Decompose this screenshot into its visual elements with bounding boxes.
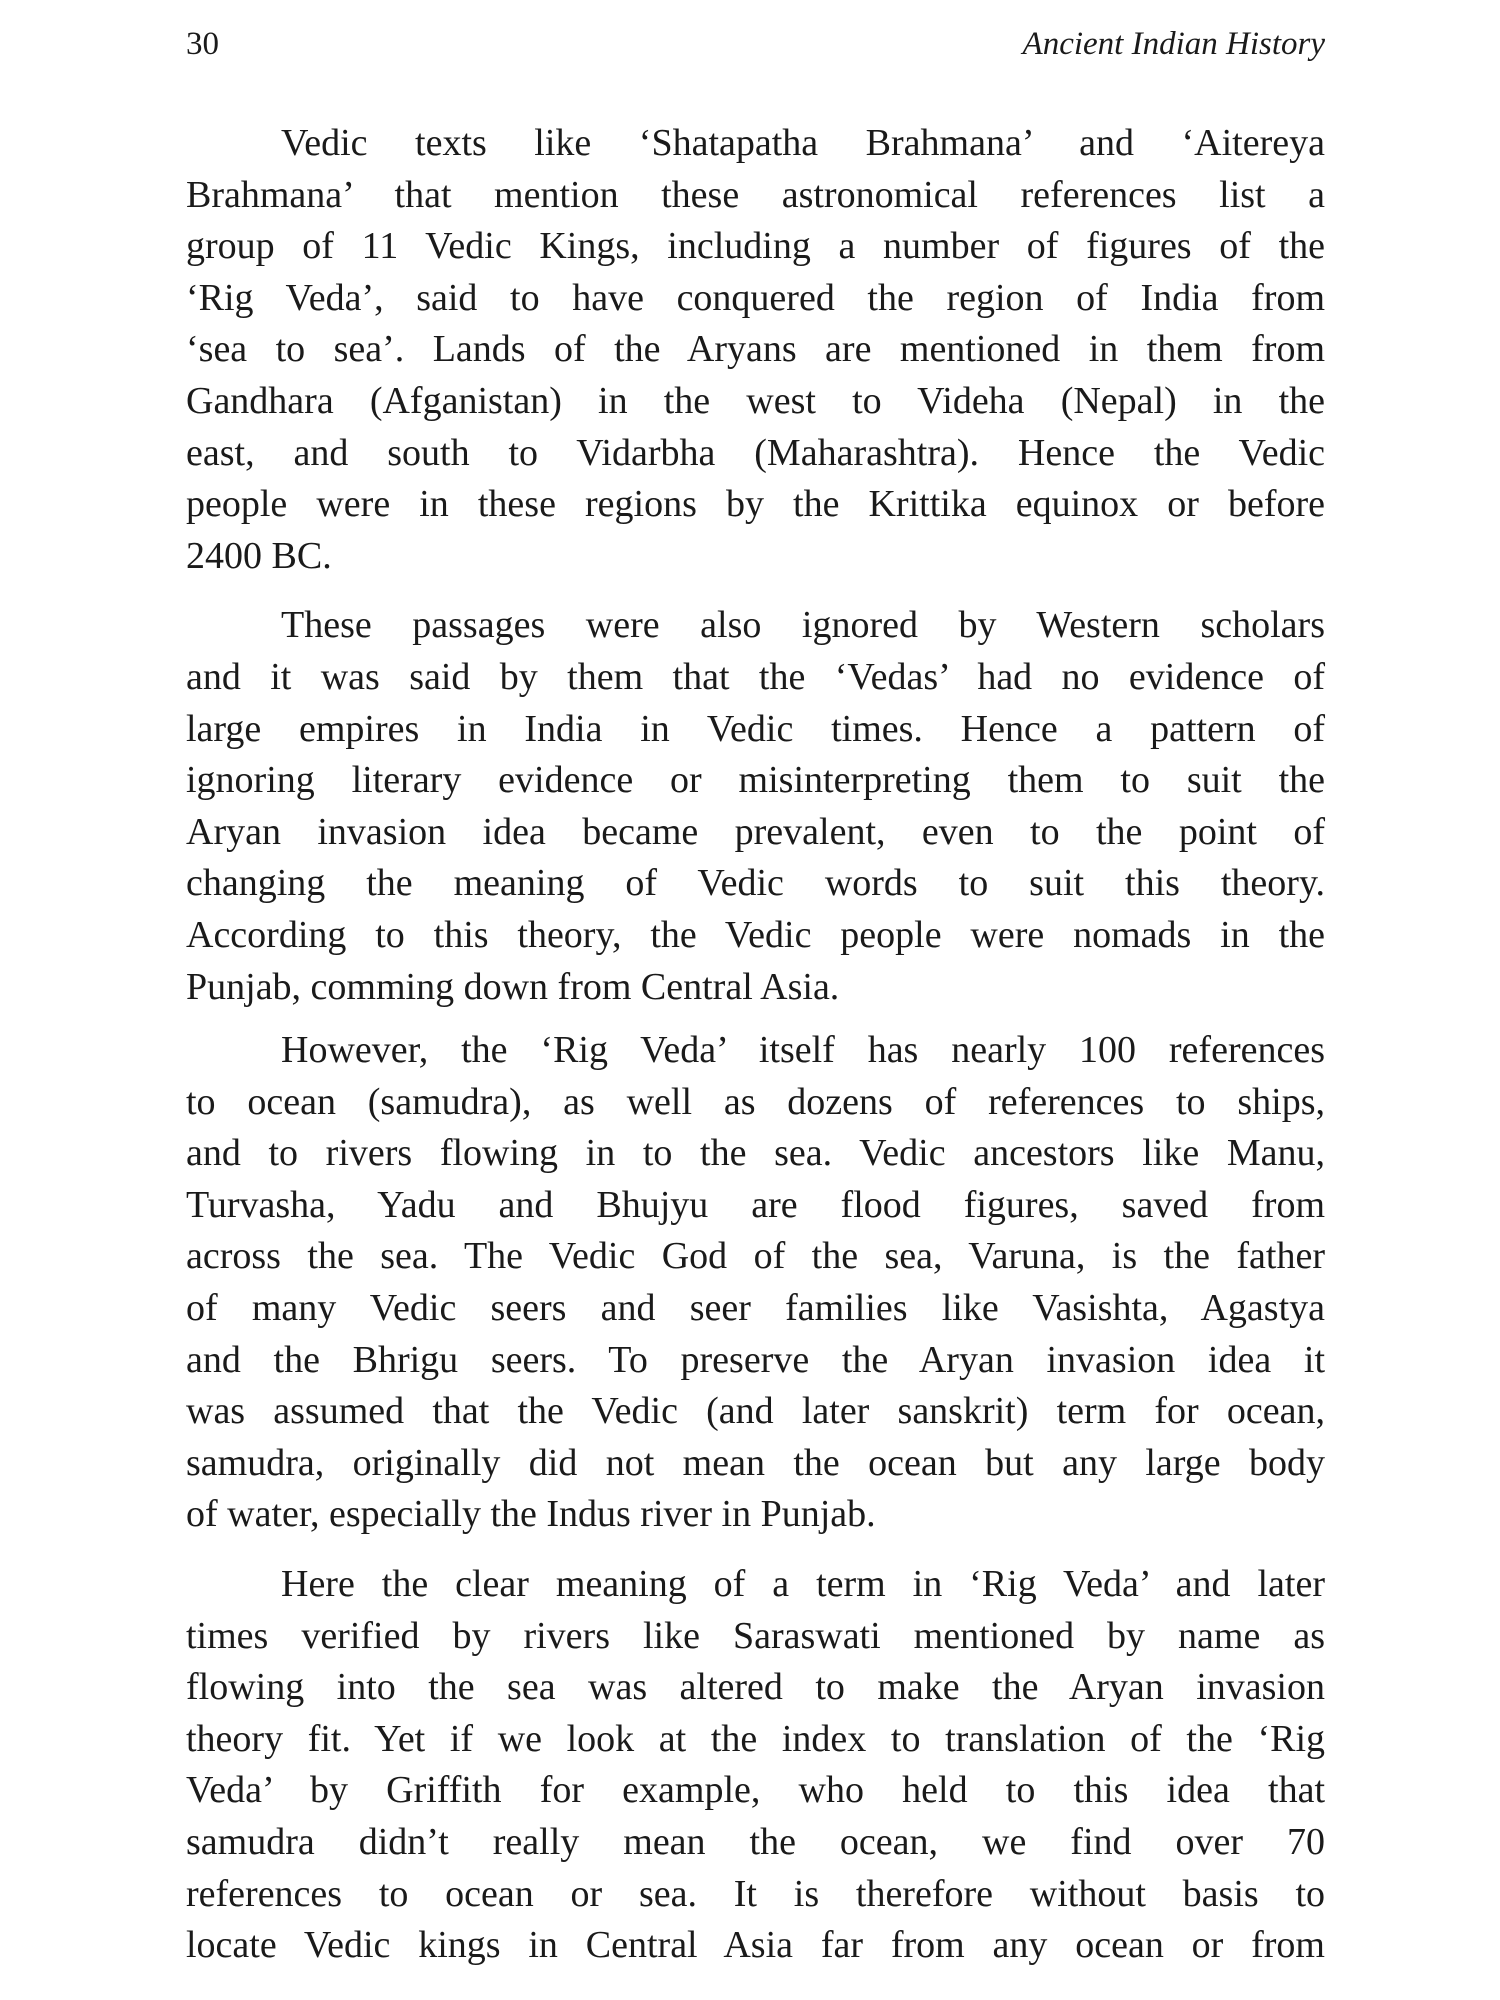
text-line: Punjab, comming down from Central Asia. xyxy=(186,965,840,1008)
text-line: across the sea. The Vedic God of the sea, Varuna, is the father xyxy=(186,1235,1325,1278)
paragraph-3 xyxy=(186,1025,1325,1541)
text-line: Here the clear meaning of a term in ‘Rig Veda’ and later xyxy=(281,1563,1325,1606)
text-line: samudra, originally did not mean the ocean but any large body xyxy=(186,1441,1325,1484)
text-line: ‘sea to sea’. Lands of the Aryans are mentioned in them from xyxy=(186,328,1325,371)
text-line: times verified by rivers like Saraswati mentioned by name as xyxy=(186,1614,1325,1657)
running-head: Ancient Indian History xyxy=(1022,26,1325,62)
text-line: samudra didn’t really mean the ocean, we find over 70 xyxy=(186,1821,1325,1863)
text-line: locate Vedic kings in Central Asia far from any ocean or from xyxy=(186,1924,1325,1967)
text-line: references to ocean or sea. It is therefore without basis to xyxy=(186,1872,1325,1915)
page-header xyxy=(186,24,1325,74)
text-line: of water, especially the Indus river in Punjab. xyxy=(186,1493,876,1536)
text-line: people were in these regions by the Krittika equinox or before xyxy=(186,483,1325,526)
text-line: According to this theory, the Vedic people were nomads in the xyxy=(186,913,1325,956)
text-line: changing the meaning of Vedic words to suit this theory. xyxy=(186,862,1325,905)
text-line: However, the ‘Rig Veda’ itself has nearly 100 references xyxy=(281,1029,1325,1072)
text-line: These passages were also ignored by Western scholars xyxy=(281,604,1325,647)
text-line: and to rivers flowing in to the sea. Vedic ancestors like Manu, xyxy=(186,1132,1325,1175)
body-text xyxy=(186,118,1325,1972)
text-line: group of 11 Vedic Kings, including a number of figures of the xyxy=(186,225,1325,268)
text-line: ignoring literary evidence or misinterpreting them to suit the xyxy=(186,759,1325,802)
text-line: east, and south to Vidarbha (Maharashtra). Hence the Vedic xyxy=(186,431,1325,474)
text-line: of many Vedic seers and seer families like Vasishta, Agastya xyxy=(186,1287,1325,1330)
text-line: Turvasha, Yadu and Bhujyu are flood figures, saved from xyxy=(186,1183,1325,1226)
paragraph-4 xyxy=(186,1559,1325,1972)
text-line: and it was said by them that the ‘Vedas’ had no evidence of xyxy=(186,655,1325,698)
text-line: large empires in India in Vedic times. Hence a pattern of xyxy=(186,707,1325,750)
text-line: theory fit. Yet if we look at the index to translation of the ‘Rig xyxy=(186,1717,1325,1760)
text-line: Aryan invasion idea became prevalent, even to the point of xyxy=(186,810,1325,853)
paragraph-2 xyxy=(186,600,1325,1013)
page-number: 30 xyxy=(186,26,219,62)
text-line: and the Bhrigu seers. To preserve the Aryan invasion idea it xyxy=(186,1338,1325,1381)
text-line: 2400 BC. xyxy=(186,534,332,577)
text-line: ‘Rig Veda’, said to have conquered the region of India from xyxy=(186,276,1325,319)
paragraph-1 xyxy=(186,118,1325,582)
text-line: Brahmana’ that mention these astronomical references list a xyxy=(186,173,1325,216)
text-line: flowing into the sea was altered to make the Aryan invasion xyxy=(186,1666,1325,1709)
text-line: to ocean (samudra), as well as dozens of references to ships, xyxy=(186,1080,1325,1123)
text-line: Veda’ by Griffith for example, who held to this idea that xyxy=(186,1769,1325,1812)
text-line: was assumed that the Vedic (and later sanskrit) term for ocean, xyxy=(186,1390,1325,1433)
text-line: Gandhara (Afganistan) in the west to Videha (Nepal) in the xyxy=(186,379,1325,422)
text-line: Vedic texts like ‘Shatapatha Brahmana’ and ‘Aitereya xyxy=(281,122,1325,164)
